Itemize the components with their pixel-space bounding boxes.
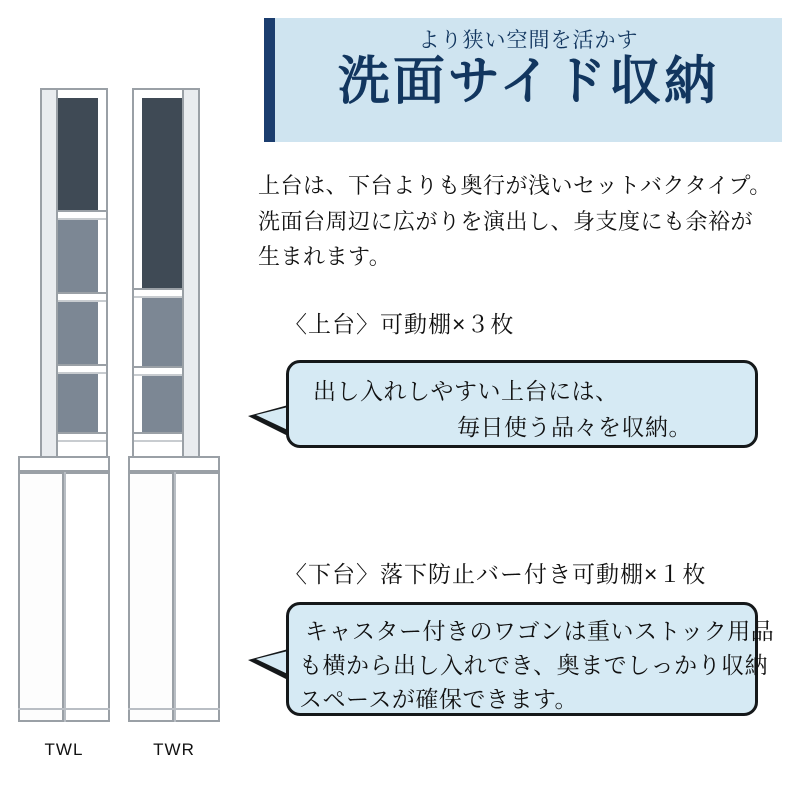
twr-wagon-gap bbox=[174, 472, 176, 722]
lower-speech-bubble bbox=[286, 602, 775, 716]
twl-upper-front-panel bbox=[40, 88, 58, 498]
twl-lower-base-line bbox=[18, 708, 110, 710]
twl-upper-cavity-4 bbox=[56, 374, 98, 432]
product-label-twl: TWL bbox=[44, 740, 84, 759]
twr-upper-front-panel bbox=[182, 88, 200, 498]
lower-section-title: 〈下台〉落下防止バー付き可動棚×１枚 bbox=[284, 561, 707, 587]
upper-section-title: 〈上台〉可動棚×３枚 bbox=[284, 311, 515, 337]
description-line-1: 上台は、下台よりも奥行が浅いセットバクタイプ。 bbox=[258, 173, 772, 198]
lower-bubble-line-3: スペースが確保できます。 bbox=[299, 686, 579, 712]
twr-lower-top-cap bbox=[128, 456, 220, 472]
twl-lower-top-cap bbox=[18, 456, 110, 472]
twl-upper-cavity-top bbox=[56, 98, 98, 210]
upper-bubble-line-2: 毎日使う品々を収納。 bbox=[457, 414, 692, 440]
header-banner bbox=[264, 18, 782, 142]
header-subtitle: より狭い空間を活かす bbox=[418, 29, 639, 52]
upper-speech-bubble bbox=[286, 360, 758, 448]
description-line-2: 洗面台周辺に広がりを演出し、身支度にも余裕が bbox=[258, 208, 754, 234]
lower-bubble-line-1: キャスター付きのワゴンは重いストック用品 bbox=[305, 618, 775, 644]
twr-upper-cavity-top bbox=[142, 98, 184, 288]
upper-bubble-line-1: 出し入れしやすい上台には、 bbox=[313, 378, 619, 404]
description-block bbox=[258, 168, 786, 275]
product-illustrations bbox=[0, 60, 260, 780]
twl-upper-cavity-2 bbox=[56, 220, 98, 292]
product-label-twr: TWR bbox=[153, 740, 195, 759]
twr-upper-cavity-3 bbox=[142, 376, 184, 432]
header-title: 洗面サイド収納 bbox=[337, 53, 720, 111]
twr-upper-cavity-2 bbox=[142, 298, 184, 366]
twl-wagon-gap bbox=[64, 472, 66, 722]
header-accent-bar bbox=[264, 18, 275, 142]
twr-wagon-front bbox=[128, 472, 174, 722]
twl-wagon-front bbox=[18, 472, 64, 722]
twr-lower-base-line bbox=[128, 708, 220, 710]
description-line-3: 生まれます。 bbox=[258, 244, 392, 270]
lower-bubble-line-2: も横から出し入れでき、奥までしっかり収納 bbox=[299, 652, 769, 678]
twl-upper-cavity-3 bbox=[56, 302, 98, 364]
